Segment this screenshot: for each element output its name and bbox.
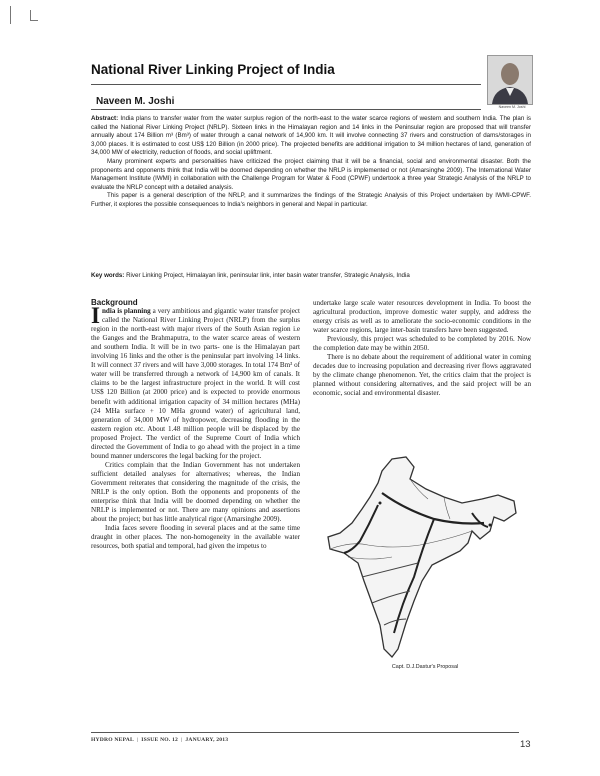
abstract-p1: India plans to transfer water from the water surplus region of the north-east to the water scarce regions of western and southern India. The plan is called the National River Linking Project (NRLP). Sixteen links in the Himalayan region and 14 links in the Peninsular region are proposed that will transfer annually about 174 Billion m³ (Bm³) of water through a canal network of 14,900 km. It will involve connecting 37 rivers and construction of dams/storages in 3,000 places. It is estimated to cost US$ 120 Billion (in 2000 price). The projected benefits are additional irrigation to 34 million hectares of land, generation of 34,000 MW of electricity, reduction of floods, and social upliftment. [91,115,531,157]
crop-mark-bracket-foot [30,20,38,21]
body-p1: a very ambitious and gigantic water transfer project called the National River Linking Project (NRLP) from the surplus region in the north-east with major rivers of the South Asian region i.e the Ganges and the Brahmaputra, to the water scarce areas of western and southern India. It will be in two parts- one is the Himalayan part involving 16 links and the other is the peninsular part involving 14 links. It will connect 37 rivers and will have 3,000 storages. In total 174 Bm³ of water will be transferred through a network of 14,900 km of canals. It claims to be the largest infrastructure project in the world. It will cost US$ 120 Billion (at 2000 price) and is expected to provide enormous benefit with additional irrigation capacity of 34 million hectares (MHa) (24 MHa surface + 10 MHa ground water) of agricultural land, generation of 34,000 MW of hydropower, decreasing flooding in the eastern region etc. About 1.48 million people will be displaced by the proposed Project. The verdict of the Supreme Court of India which directed the Government of India to go ahead with the project in a time bound manner underscores the legal backing for the project. [91,307,300,460]
drop-cap: I [91,303,100,329]
body-p4: undertake large scale water resources development in India. To boost the agricultural production, improve domestic water supply, and address the energy crisis as well as to ameliorate the socio-economic conditions in the water scarce regions, large inter-basin transfers have been suggested. [313,299,531,335]
abstract-label: Abstract: [91,115,119,122]
footer-separator: | [136,737,139,743]
keywords-label: Key words: [91,272,125,279]
body-p6: There is no debate about the requirement of additional water in coming decades due to increasing population and decreasing river flows aggravated by the climate change phenomenon. Yet, the critics claim that the project is planned without considering alternatives, and the said project will be an economic, social and environmental disaster. [313,353,531,398]
body-p3: India faces severe flooding in several places and at the same time draught in other places. The non-homogeneity in the available water resources, both spatial and temporal, had given the impetus to [91,524,300,551]
footer-separator: | [181,737,183,743]
abstract-p3: This paper is a general description of the NRLP, and it summarizes the findings of the Strategic Analysis of this Project undertaken by IWMI-CPWF. Further, it explores the possible consequences to India's neighbors in general and Nepal in particular. [91,192,531,208]
author-name: Naveen M. Joshi [96,96,175,107]
column-left [91,298,300,551]
footer-rule [91,732,519,733]
footer-date: JANUARY, 2013 [185,737,229,743]
footer [91,737,228,743]
footer-journal: HYDRO NEPAL [91,737,134,743]
figure-caption: Capt. D.J.Dastur's Proposal [391,664,459,670]
author-portrait-icon [488,56,532,104]
keywords-text: River Linking Project, Himalayan link, peninsular link, inter basin water transfer, Strategic Analysis, India [126,272,410,279]
author-rule [91,109,481,110]
column-right [313,299,531,399]
body-p2: Critics complain that the Indian Government has not undertaken sufficient detailed analyses for alternatives; whereas, the Indian Government reiterates that considering the magnitude of the crisis, the NRLP is the only option. Both the opponents and proponents of the enterprise think that India will be doomed depending on whether the NRLP is implemented or not. There are many opinions and assertions about the project; but has little analytical rigor (Amarsinghe 2009). [91,460,300,524]
abstract-p2: Many prominent experts and personalities have criticized the project claiming that it will be a financial, social and environmental disaster. Both the proponents and opponents think that India will be doomed depending on whether the NRLP is implemented or not (Amarsinghe 2009). The International Water Management Institute (IWMI) in collaboration with the Challenge Program for Water & Food (CPWF) undertook a three year Strategic Analysis of the NRLP to evaluate the NRLP concept with a detailed analysis. [91,157,531,191]
india-map-icon [322,453,522,663]
lead-in: ndia is planning [101,307,151,316]
crop-mark-left [10,6,11,24]
article-title: National River Linking Project of India [91,62,335,77]
india-map-figure [322,453,522,663]
author-photo [487,55,533,105]
crop-mark-bracket [30,10,31,20]
footer-issue: ISSUE NO. 12 [141,737,179,743]
keywords [91,272,531,281]
section-heading: Background [91,298,138,307]
body-p5: Previously, this project was scheduled to be completed by 2016. Now the completion date may be within 2050. [313,335,531,353]
title-rule [91,84,481,85]
abstract [91,115,531,210]
page-number: 13 [520,739,531,750]
photo-caption: Naveen M. Joshi [498,105,526,109]
